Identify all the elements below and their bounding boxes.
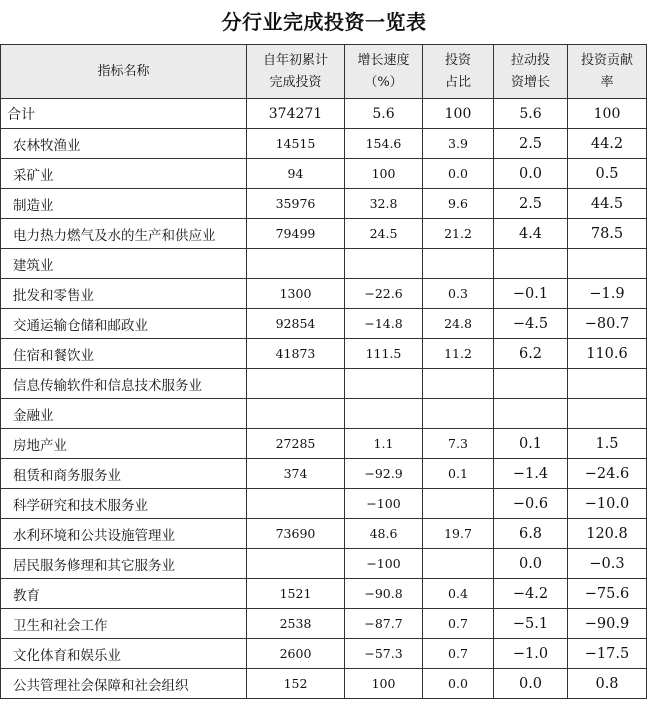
- table-title: 分行业完成投资一览表: [221, 10, 427, 34]
- contribution-rate-cell: −90.9: [568, 609, 647, 639]
- header-growth-rate: 增长速度 （%）: [345, 45, 423, 99]
- growth-rate-cell: −92.9: [345, 459, 423, 489]
- pull-growth-cell: 2.5: [494, 189, 568, 219]
- growth-rate-cell: −90.8: [345, 579, 423, 609]
- investment-share-cell: 9.6: [423, 189, 494, 219]
- contribution-rate-cell: 100: [568, 99, 647, 129]
- investment-share-cell: [423, 549, 494, 579]
- cumulative-investment-cell: 73690: [247, 519, 345, 549]
- pull-growth-cell: −1.4: [494, 459, 568, 489]
- table-row: [1, 309, 647, 339]
- investment-share-cell: 11.2: [423, 339, 494, 369]
- indicator-name-cell: 租赁和商务服务业: [1, 459, 247, 489]
- pull-growth-cell: 0.0: [494, 159, 568, 189]
- growth-rate-cell: −14.8: [345, 309, 423, 339]
- contribution-rate-cell: −80.7: [568, 309, 647, 339]
- contribution-rate-cell: [568, 369, 647, 399]
- growth-rate-cell: −22.6: [345, 279, 423, 309]
- header-indicator-name: 指标名称: [1, 45, 247, 99]
- growth-rate-cell: −87.7: [345, 609, 423, 639]
- investment-table: [0, 44, 647, 699]
- growth-rate-cell: 48.6: [345, 519, 423, 549]
- growth-rate-cell: 32.8: [345, 189, 423, 219]
- contribution-rate-cell: −1.9: [568, 279, 647, 309]
- pull-growth-cell: 6.2: [494, 339, 568, 369]
- growth-rate-cell: 100: [345, 159, 423, 189]
- growth-rate-cell: 24.5: [345, 219, 423, 249]
- cumulative-investment-cell: [247, 549, 345, 579]
- indicator-name-cell: 采矿业: [1, 159, 247, 189]
- growth-rate-cell: −57.3: [345, 639, 423, 669]
- cumulative-investment-cell: [247, 249, 345, 279]
- table-row: [1, 579, 647, 609]
- indicator-name-cell: 卫生和社会工作: [1, 609, 247, 639]
- cumulative-investment-cell: 35976: [247, 189, 345, 219]
- header-row: [1, 45, 647, 99]
- investment-share-cell: 0.0: [423, 159, 494, 189]
- indicator-name-cell: 文化体育和娱乐业: [1, 639, 247, 669]
- investment-share-cell: 7.3: [423, 429, 494, 459]
- cumulative-investment-cell: 152: [247, 669, 345, 699]
- table-row: [1, 519, 647, 549]
- table-row-total: [1, 99, 647, 129]
- indicator-name-cell: 信息传输软件和信息技术服务业: [1, 369, 247, 399]
- table-row: [1, 459, 647, 489]
- investment-share-cell: 3.9: [423, 129, 494, 159]
- investment-share-cell: [423, 249, 494, 279]
- investment-share-cell: 0.3: [423, 279, 494, 309]
- indicator-name-cell: 交通运输仓储和邮政业: [1, 309, 247, 339]
- cumulative-investment-cell: 79499: [247, 219, 345, 249]
- cumulative-investment-cell: 2538: [247, 609, 345, 639]
- investment-share-cell: 100: [423, 99, 494, 129]
- header-pull-growth: 拉动投 资增长: [494, 45, 568, 99]
- investment-share-cell: [423, 489, 494, 519]
- pull-growth-cell: 6.8: [494, 519, 568, 549]
- cumulative-investment-cell: 2600: [247, 639, 345, 669]
- indicator-name-cell: 居民服务修理和其它服务业: [1, 549, 247, 579]
- indicator-name-cell: 水利环境和公共设施管理业: [1, 519, 247, 549]
- investment-share-cell: [423, 399, 494, 429]
- indicator-name-cell: 教育: [1, 579, 247, 609]
- table-row: [1, 219, 647, 249]
- table-row: [1, 129, 647, 159]
- growth-rate-cell: −100: [345, 549, 423, 579]
- pull-growth-cell: 0.0: [494, 669, 568, 699]
- pull-growth-cell: [494, 399, 568, 429]
- table-row: [1, 489, 647, 519]
- pull-growth-cell: −1.0: [494, 639, 568, 669]
- growth-rate-cell: 100: [345, 669, 423, 699]
- cumulative-investment-cell: [247, 399, 345, 429]
- cumulative-investment-cell: 92854: [247, 309, 345, 339]
- pull-growth-cell: 0.0: [494, 549, 568, 579]
- contribution-rate-cell: −17.5: [568, 639, 647, 669]
- indicator-name-cell: 农林牧渔业: [1, 129, 247, 159]
- cumulative-investment-cell: 1521: [247, 579, 345, 609]
- growth-rate-cell: [345, 249, 423, 279]
- investment-share-cell: 0.1: [423, 459, 494, 489]
- cumulative-investment-cell: 41873: [247, 339, 345, 369]
- contribution-rate-cell: 44.2: [568, 129, 647, 159]
- table-row: [1, 369, 647, 399]
- indicator-name-cell: 科学研究和技术服务业: [1, 489, 247, 519]
- investment-share-cell: [423, 369, 494, 399]
- contribution-rate-cell: 0.8: [568, 669, 647, 699]
- growth-rate-cell: 1.1: [345, 429, 423, 459]
- investment-share-cell: 21.2: [423, 219, 494, 249]
- pull-growth-cell: −4.5: [494, 309, 568, 339]
- header-investment-share: 投资 占比: [423, 45, 494, 99]
- pull-growth-cell: 2.5: [494, 129, 568, 159]
- pull-growth-cell: [494, 369, 568, 399]
- indicator-name-cell: 批发和零售业: [1, 279, 247, 309]
- table-row: [1, 339, 647, 369]
- cumulative-investment-cell: 27285: [247, 429, 345, 459]
- pull-growth-cell: 0.1: [494, 429, 568, 459]
- pull-growth-cell: −5.1: [494, 609, 568, 639]
- contribution-rate-cell: [568, 249, 647, 279]
- contribution-rate-cell: −24.6: [568, 459, 647, 489]
- table-row: [1, 159, 647, 189]
- table-row: [1, 249, 647, 279]
- indicator-name-cell: 电力热力燃气及水的生产和供应业: [1, 219, 247, 249]
- growth-rate-cell: [345, 369, 423, 399]
- growth-rate-cell: −100: [345, 489, 423, 519]
- cumulative-investment-cell: [247, 369, 345, 399]
- investment-share-cell: 0.4: [423, 579, 494, 609]
- investment-share-cell: 19.7: [423, 519, 494, 549]
- cumulative-investment-cell: 374: [247, 459, 345, 489]
- pull-growth-cell: [494, 249, 568, 279]
- indicator-name-cell: 制造业: [1, 189, 247, 219]
- investment-share-cell: 0.7: [423, 639, 494, 669]
- table-row: [1, 279, 647, 309]
- indicator-name-cell: 房地产业: [1, 429, 247, 459]
- contribution-rate-cell: 0.5: [568, 159, 647, 189]
- table-row: [1, 609, 647, 639]
- contribution-rate-cell: 78.5: [568, 219, 647, 249]
- contribution-rate-cell: 120.8: [568, 519, 647, 549]
- growth-rate-cell: 154.6: [345, 129, 423, 159]
- table-body: [1, 99, 647, 699]
- pull-growth-cell: −0.6: [494, 489, 568, 519]
- table-row: [1, 639, 647, 669]
- growth-rate-cell: 5.6: [345, 99, 423, 129]
- cumulative-investment-cell: [247, 489, 345, 519]
- investment-share-cell: 0.7: [423, 609, 494, 639]
- indicator-name-cell: 公共管理社会保障和社会组织: [1, 669, 247, 699]
- table-row: [1, 549, 647, 579]
- pull-growth-cell: −0.1: [494, 279, 568, 309]
- contribution-rate-cell: 110.6: [568, 339, 647, 369]
- indicator-name-cell: 建筑业: [1, 249, 247, 279]
- investment-share-cell: 0.0: [423, 669, 494, 699]
- cumulative-investment-cell: 94: [247, 159, 345, 189]
- indicator-name-cell: 住宿和餐饮业: [1, 339, 247, 369]
- contribution-rate-cell: −75.6: [568, 579, 647, 609]
- cumulative-investment-cell: 374271: [247, 99, 345, 129]
- contribution-rate-cell: 44.5: [568, 189, 647, 219]
- pull-growth-cell: 5.6: [494, 99, 568, 129]
- pull-growth-cell: 4.4: [494, 219, 568, 249]
- investment-share-cell: 24.8: [423, 309, 494, 339]
- indicator-name-cell: 金融业: [1, 399, 247, 429]
- growth-rate-cell: 111.5: [345, 339, 423, 369]
- contribution-rate-cell: −0.3: [568, 549, 647, 579]
- cumulative-investment-cell: 1300: [247, 279, 345, 309]
- contribution-rate-cell: 1.5: [568, 429, 647, 459]
- growth-rate-cell: [345, 399, 423, 429]
- table-row: [1, 399, 647, 429]
- contribution-rate-cell: [568, 399, 647, 429]
- table-row: [1, 189, 647, 219]
- cumulative-investment-cell: 14515: [247, 129, 345, 159]
- table-row: [1, 429, 647, 459]
- indicator-name-cell: 合计: [1, 99, 247, 129]
- table-row: [1, 669, 647, 699]
- header-cumulative-investment: 自年初累计 完成投资: [247, 45, 345, 99]
- contribution-rate-cell: −10.0: [568, 489, 647, 519]
- header-contribution-rate: 投资贡献 率: [568, 45, 647, 99]
- pull-growth-cell: −4.2: [494, 579, 568, 609]
